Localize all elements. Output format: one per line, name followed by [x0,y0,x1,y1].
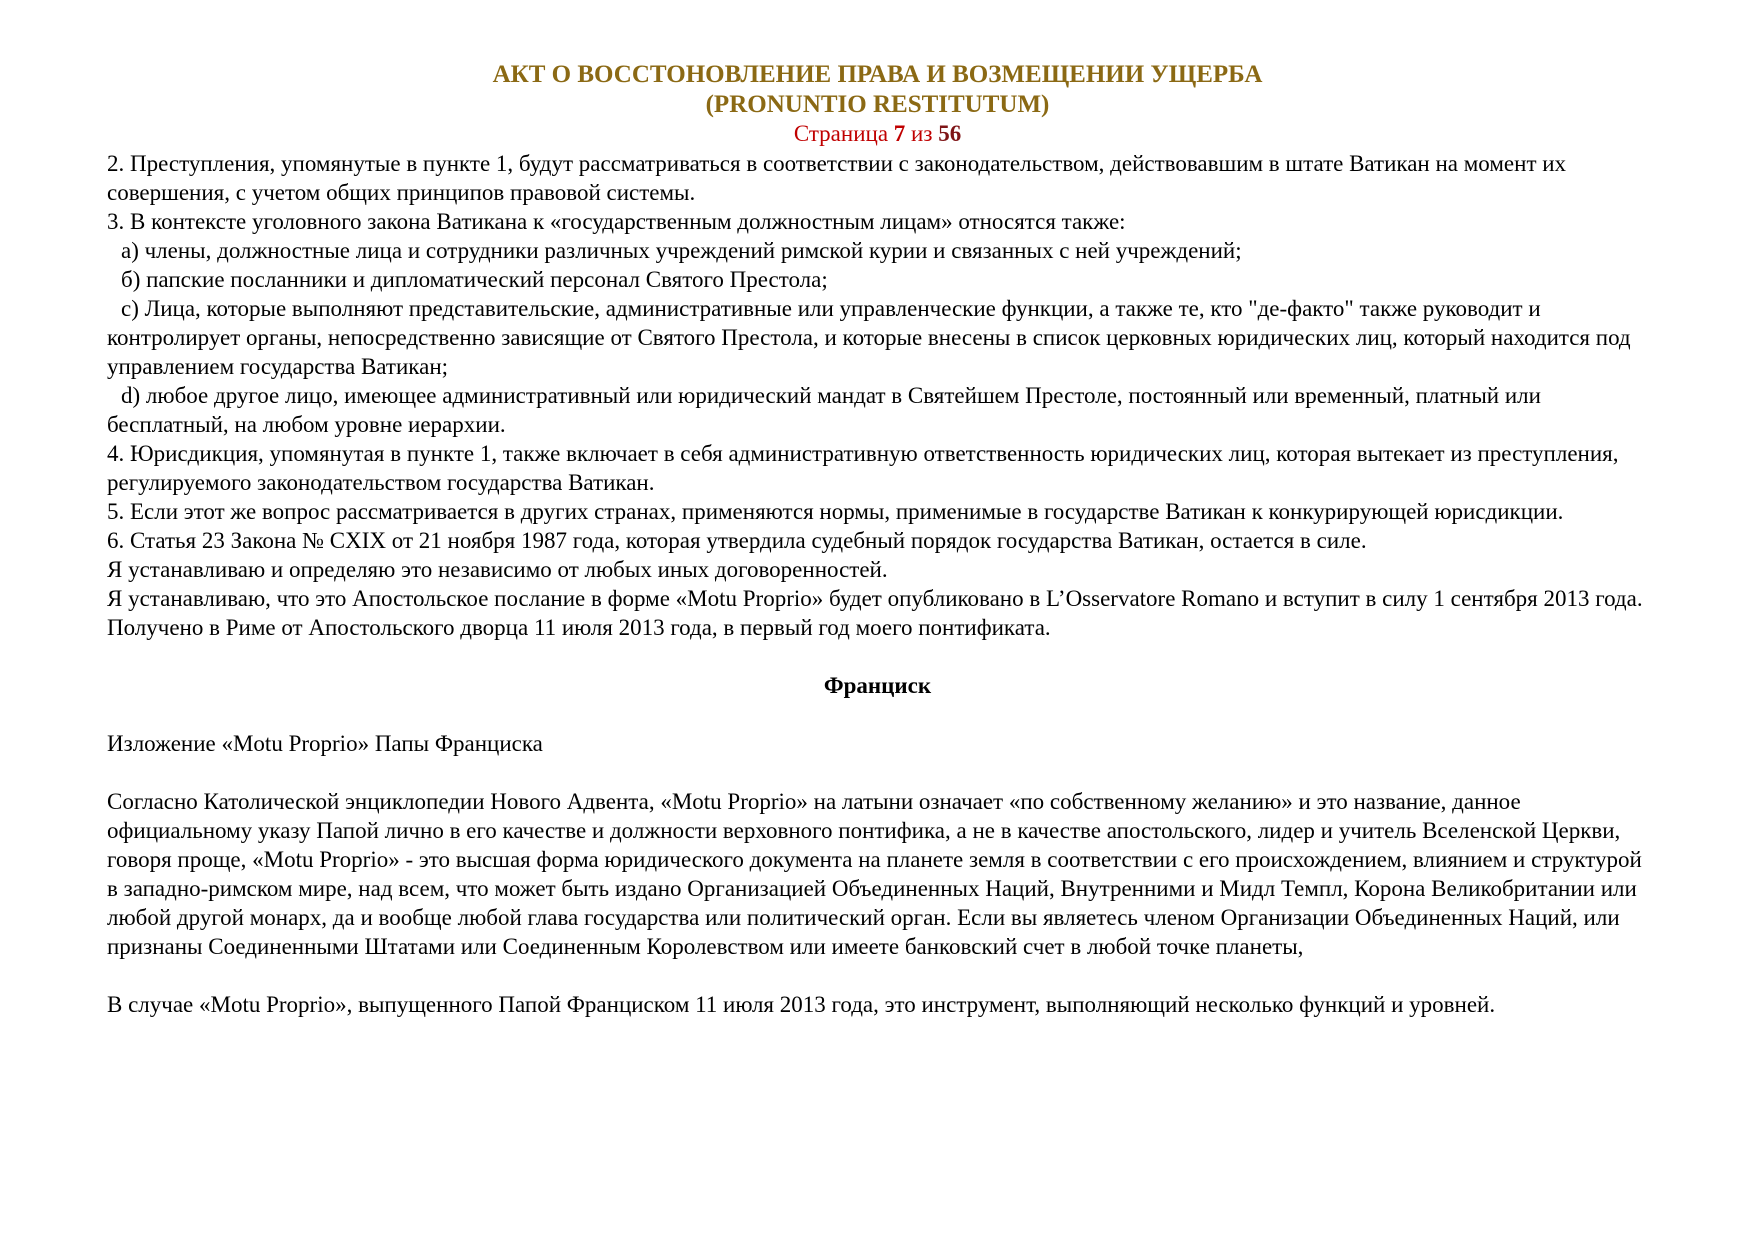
paragraph-point-4: 4. Юрисдикция, упомянутая в пункте 1, также включает в себя административную ответственность юридических лиц, которая вытекает из преступления, регулируемого законодательством государства Ватикан. [107,441,1619,495]
document-title-line-1: АКТ О ВОССТОНОВЛЕНИЕ ПРАВА И ВОЗМЕЩЕНИИ УЩЕРБА [492,61,1263,88]
document-header [107,60,1648,147]
paragraph-establish-2: Я устанавливаю, что это Апостольское послание в форме «Motu Proprio» будет опубликовано в L’Osservatore Romano и вступит в силу 1 сентября 2013 года. [107,586,1643,611]
paragraph-point-5: 5. Если этот же вопрос рассматривается в других странах, применяются нормы, применимые в государстве Ватикан к конкурирующей юрисдикции. [107,499,1564,524]
paragraph-item-b: б) папские посланники и дипломатический персонал Святого Престола; [121,267,828,292]
signature-francis: Франциск [823,673,932,698]
page-current-number: 7 [893,121,906,146]
document-title-line-2: (PRONUNTIO RESTITUTUM) [705,91,1050,118]
page-indicator [107,120,1648,147]
paragraph-motu-proprio-instrument: В случае «Motu Proprio», выпущенного Папой Франциском 11 июля 2013 года, это инструмент, выполняющий несколько функций и уровней. [107,992,1496,1017]
paragraph-item-c: с) Лица, которые выполняют представительские, административные или управленческие функции, а также те, кто "де-факто" также руководит и контролирует органы, непосредственно зависящие от Святого Престола, и которые внесены в список церковных юридических лиц, который находится под управлением государства Ватикан; [107,296,1631,379]
page-of-label: из [911,121,933,146]
paragraph-item-a: а) члены, должностные лица и сотрудники различных учреждений римской курии и связанных с ней учреждений; [121,238,1242,263]
paragraph-establish-1: Я устанавливаю и определяю это независимо от любых иных договоренностей. [107,557,888,582]
paragraph-exposition-heading: Изложение «Motu Proprio» Папы Франциска [107,731,543,756]
paragraph-point-2: 2. Преступления, упомянутые в пункте 1, будут рассматриваться в соответствии с законодательством, действовавшим в штате Ватикан на момент их совершения, с учетом общих принципов правовой системы. [107,151,1567,205]
document-body [107,149,1648,1019]
paragraph-motu-proprio-explanation: Согласно Католической энциклопедии Нового Адвента, «Motu Proprio» на латыни означает «по собственному желанию» и это название, данное официальному указу Папой лично в его качестве и должности верховного понтифика, а не в качестве апостольского, лидер и учитель Вселенской Церкви, говоря проще, «Motu Proprio» - это высшая форма юридического документа на планете земля в соответствии с его происхождением, влиянием и структурой в западно-римском мире, над всем, что может быть издано Организацией Объединенных Наций, Внутренними и Мидл Темпл, Корона Великобритании или любой другой монарх, да и вообще любой глава государства или политический орган. Если вы являетесь членом Организации Объединенных Наций, или признаны Соединенными Штатами или Соединенным Королевством или имеете банковский счет в любой точке планеты, [107,789,1642,959]
paragraph-item-d: d) любое другое лицо, имеющее административный или юридический мандат в Святейшем Престоле, постоянный или временный, платный или бесплатный, на любом уровне иерархии. [107,383,1541,437]
paragraph-point-6: 6. Статья 23 Закона № CXIX от 21 ноября 1987 года, которая утвердила судебный порядок государства Ватикан, остается в силе. [107,528,1367,553]
paragraph-received-rome: Получено в Риме от Апостольского дворца 11 июля 2013 года, в первый год моего понтификата. [107,615,1051,640]
paragraph-point-3: 3. В контексте уголовного закона Ватикана к «государственным должностным лицам» относятся также: [107,209,1126,234]
page-total-number: 56 [938,121,962,146]
page-label: Страница [793,121,889,146]
